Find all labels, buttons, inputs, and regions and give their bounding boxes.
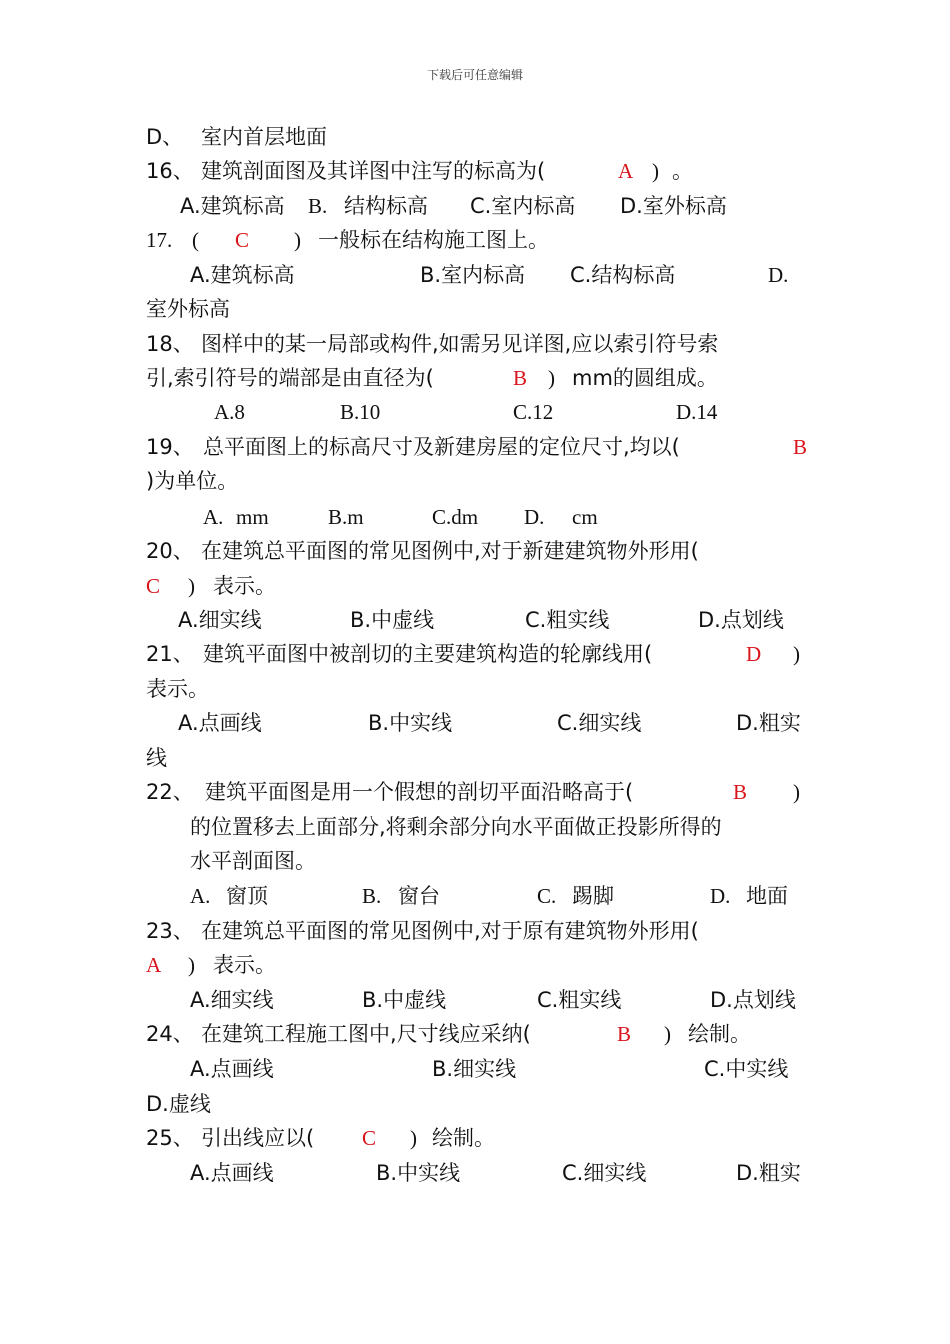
text-segment: C.细实线 [557, 711, 642, 735]
text-segment: 绘制。 [432, 1126, 495, 1150]
text-segment: ) [548, 366, 555, 390]
text-segment: B.中虚线 [350, 608, 435, 632]
text-segment: D. [524, 505, 545, 529]
text-segment: 地面 [746, 884, 788, 908]
text-segment: 室外标高 [146, 297, 230, 321]
text-segment: ) [188, 953, 195, 977]
text-segment: C.粗实线 [537, 988, 622, 1012]
text-segment: C.中实线 [704, 1057, 789, 1081]
page-header: 下载后可任意编辑 [426, 68, 523, 82]
text-segment: B.m [328, 505, 364, 529]
text-segment: ) [188, 574, 195, 598]
text-segment: 在建筑工程施工图中,尺寸线应采纳( [201, 1022, 531, 1046]
answer-mark: B [513, 366, 528, 390]
text-segment: A.建筑标高 [190, 263, 295, 287]
text-segment: 图样中的某一局部或构件,如需另见详图,应以索引符号索 [201, 332, 719, 356]
text-segment: B.细实线 [432, 1057, 517, 1081]
text-segment: 室内首层地面 [201, 125, 327, 149]
text-segment: 22、 [146, 780, 194, 804]
answer-mark: D [746, 642, 762, 666]
text-segment: A.细实线 [178, 608, 262, 632]
text-segment: A. [203, 505, 224, 529]
text-segment: D.粗实 [736, 711, 801, 735]
text-segment: 引出线应以( [201, 1126, 315, 1150]
text-segment: B. [362, 884, 382, 908]
text-segment: C.dm [432, 505, 479, 529]
answer-mark: C [235, 228, 250, 252]
text-segment: 线 [146, 746, 167, 770]
text-segment: D.粗实 [736, 1161, 801, 1185]
text-segment: ) [793, 780, 800, 804]
text-segment: 建筑剖面图及其详图中注写的标高为( [201, 159, 546, 183]
text-segment: D.14 [676, 400, 718, 424]
text-segment: B.10 [340, 400, 381, 424]
text-segment: D、 [146, 125, 184, 149]
text-segment: 水平剖面图。 [190, 849, 316, 873]
text-segment: 的位置移去上面部分,将剩余部分向水平面做正投影所得的 [190, 815, 722, 839]
text-segment: mm [236, 505, 269, 529]
text-segment: 25、 [146, 1126, 194, 1150]
text-segment: 在建筑总平面图的常见图例中,对于原有建筑物外形用( [201, 919, 699, 943]
text-segment: ) [410, 1126, 417, 1150]
text-segment: B.中实线 [376, 1161, 461, 1185]
text-segment: A.细实线 [190, 988, 274, 1012]
text-segment: B.室内标高 [420, 263, 526, 287]
text-segment: ) [793, 642, 800, 666]
text-segment: A. [190, 884, 211, 908]
text-segment: 24、 [146, 1022, 194, 1046]
text-segment: 引,索引符号的端部是由直径为( [146, 366, 434, 390]
text-segment: cm [572, 505, 598, 529]
text-segment: mm的圆组成。 [572, 366, 718, 390]
text-segment: 19、 [146, 435, 194, 459]
text-segment: B.中实线 [368, 711, 453, 735]
text-segment: C.12 [513, 400, 554, 424]
text-segment: A.8 [214, 400, 245, 424]
text-segment: A.点画线 [190, 1057, 274, 1081]
text-segment: 表示。 [213, 574, 276, 598]
text-segment: A.点画线 [178, 711, 262, 735]
text-segment: 21、 [146, 642, 194, 666]
text-segment: A.点画线 [190, 1161, 274, 1185]
text-segment: 23、 [146, 919, 194, 943]
text-segment: D.点划线 [698, 608, 784, 632]
text-segment: 在建筑总平面图的常见图例中,对于新建建筑物外形用( [201, 539, 699, 563]
text-segment: ) [664, 1022, 671, 1046]
text-segment: 18、 [146, 332, 194, 356]
text-segment: B. [308, 194, 328, 218]
answer-mark: B [617, 1022, 632, 1046]
text-segment: D.虚线 [146, 1092, 211, 1116]
text-segment: 一般标在结构施工图上。 [318, 228, 549, 252]
text-segment: C.室内标高 [470, 194, 576, 218]
text-segment: 总平面图上的标高尺寸及新建房屋的定位尺寸,均以( [203, 435, 680, 459]
text-segment: 建筑平面图中被剖切的主要建筑构造的轮廓线用( [203, 642, 653, 666]
answer-mark: A [146, 953, 162, 977]
answer-mark: B [793, 435, 808, 459]
text-segment: B.中虚线 [362, 988, 447, 1012]
text-segment: )为单位。 [146, 469, 239, 493]
text-segment: D.室外标高 [620, 194, 727, 218]
text-segment: ( [192, 228, 199, 252]
text-segment: D.点划线 [710, 988, 796, 1012]
text-segment: C.粗实线 [525, 608, 610, 632]
text-segment: ) [652, 159, 659, 183]
text-segment: D. [768, 263, 789, 287]
text-segment: 踢脚 [572, 884, 614, 908]
text-segment: D. [710, 884, 731, 908]
text-segment: 建筑平面图是用一个假想的剖切平面沿略高于( [205, 780, 634, 804]
text-segment: ) [294, 228, 301, 252]
text-segment: 窗台 [398, 884, 440, 908]
text-segment: A.建筑标高 [180, 194, 285, 218]
answer-mark: C [362, 1126, 377, 1150]
text-segment: 窗顶 [226, 884, 268, 908]
text-segment: 绘制。 [688, 1022, 751, 1046]
answer-mark: C [146, 574, 161, 598]
text-segment: 表示。 [213, 953, 276, 977]
text-segment: 20、 [146, 539, 194, 563]
text-segment: 。 [672, 159, 693, 183]
text-segment: C. [537, 884, 557, 908]
text-segment: 表示。 [146, 677, 209, 701]
text-segment: 17. [146, 228, 173, 252]
answer-mark: B [733, 780, 748, 804]
text-segment: C.结构标高 [570, 263, 676, 287]
text-segment: 16、 [146, 159, 194, 183]
text-segment: 结构标高 [344, 194, 428, 218]
text-segment: C.细实线 [562, 1161, 647, 1185]
answer-mark: A [618, 159, 634, 183]
